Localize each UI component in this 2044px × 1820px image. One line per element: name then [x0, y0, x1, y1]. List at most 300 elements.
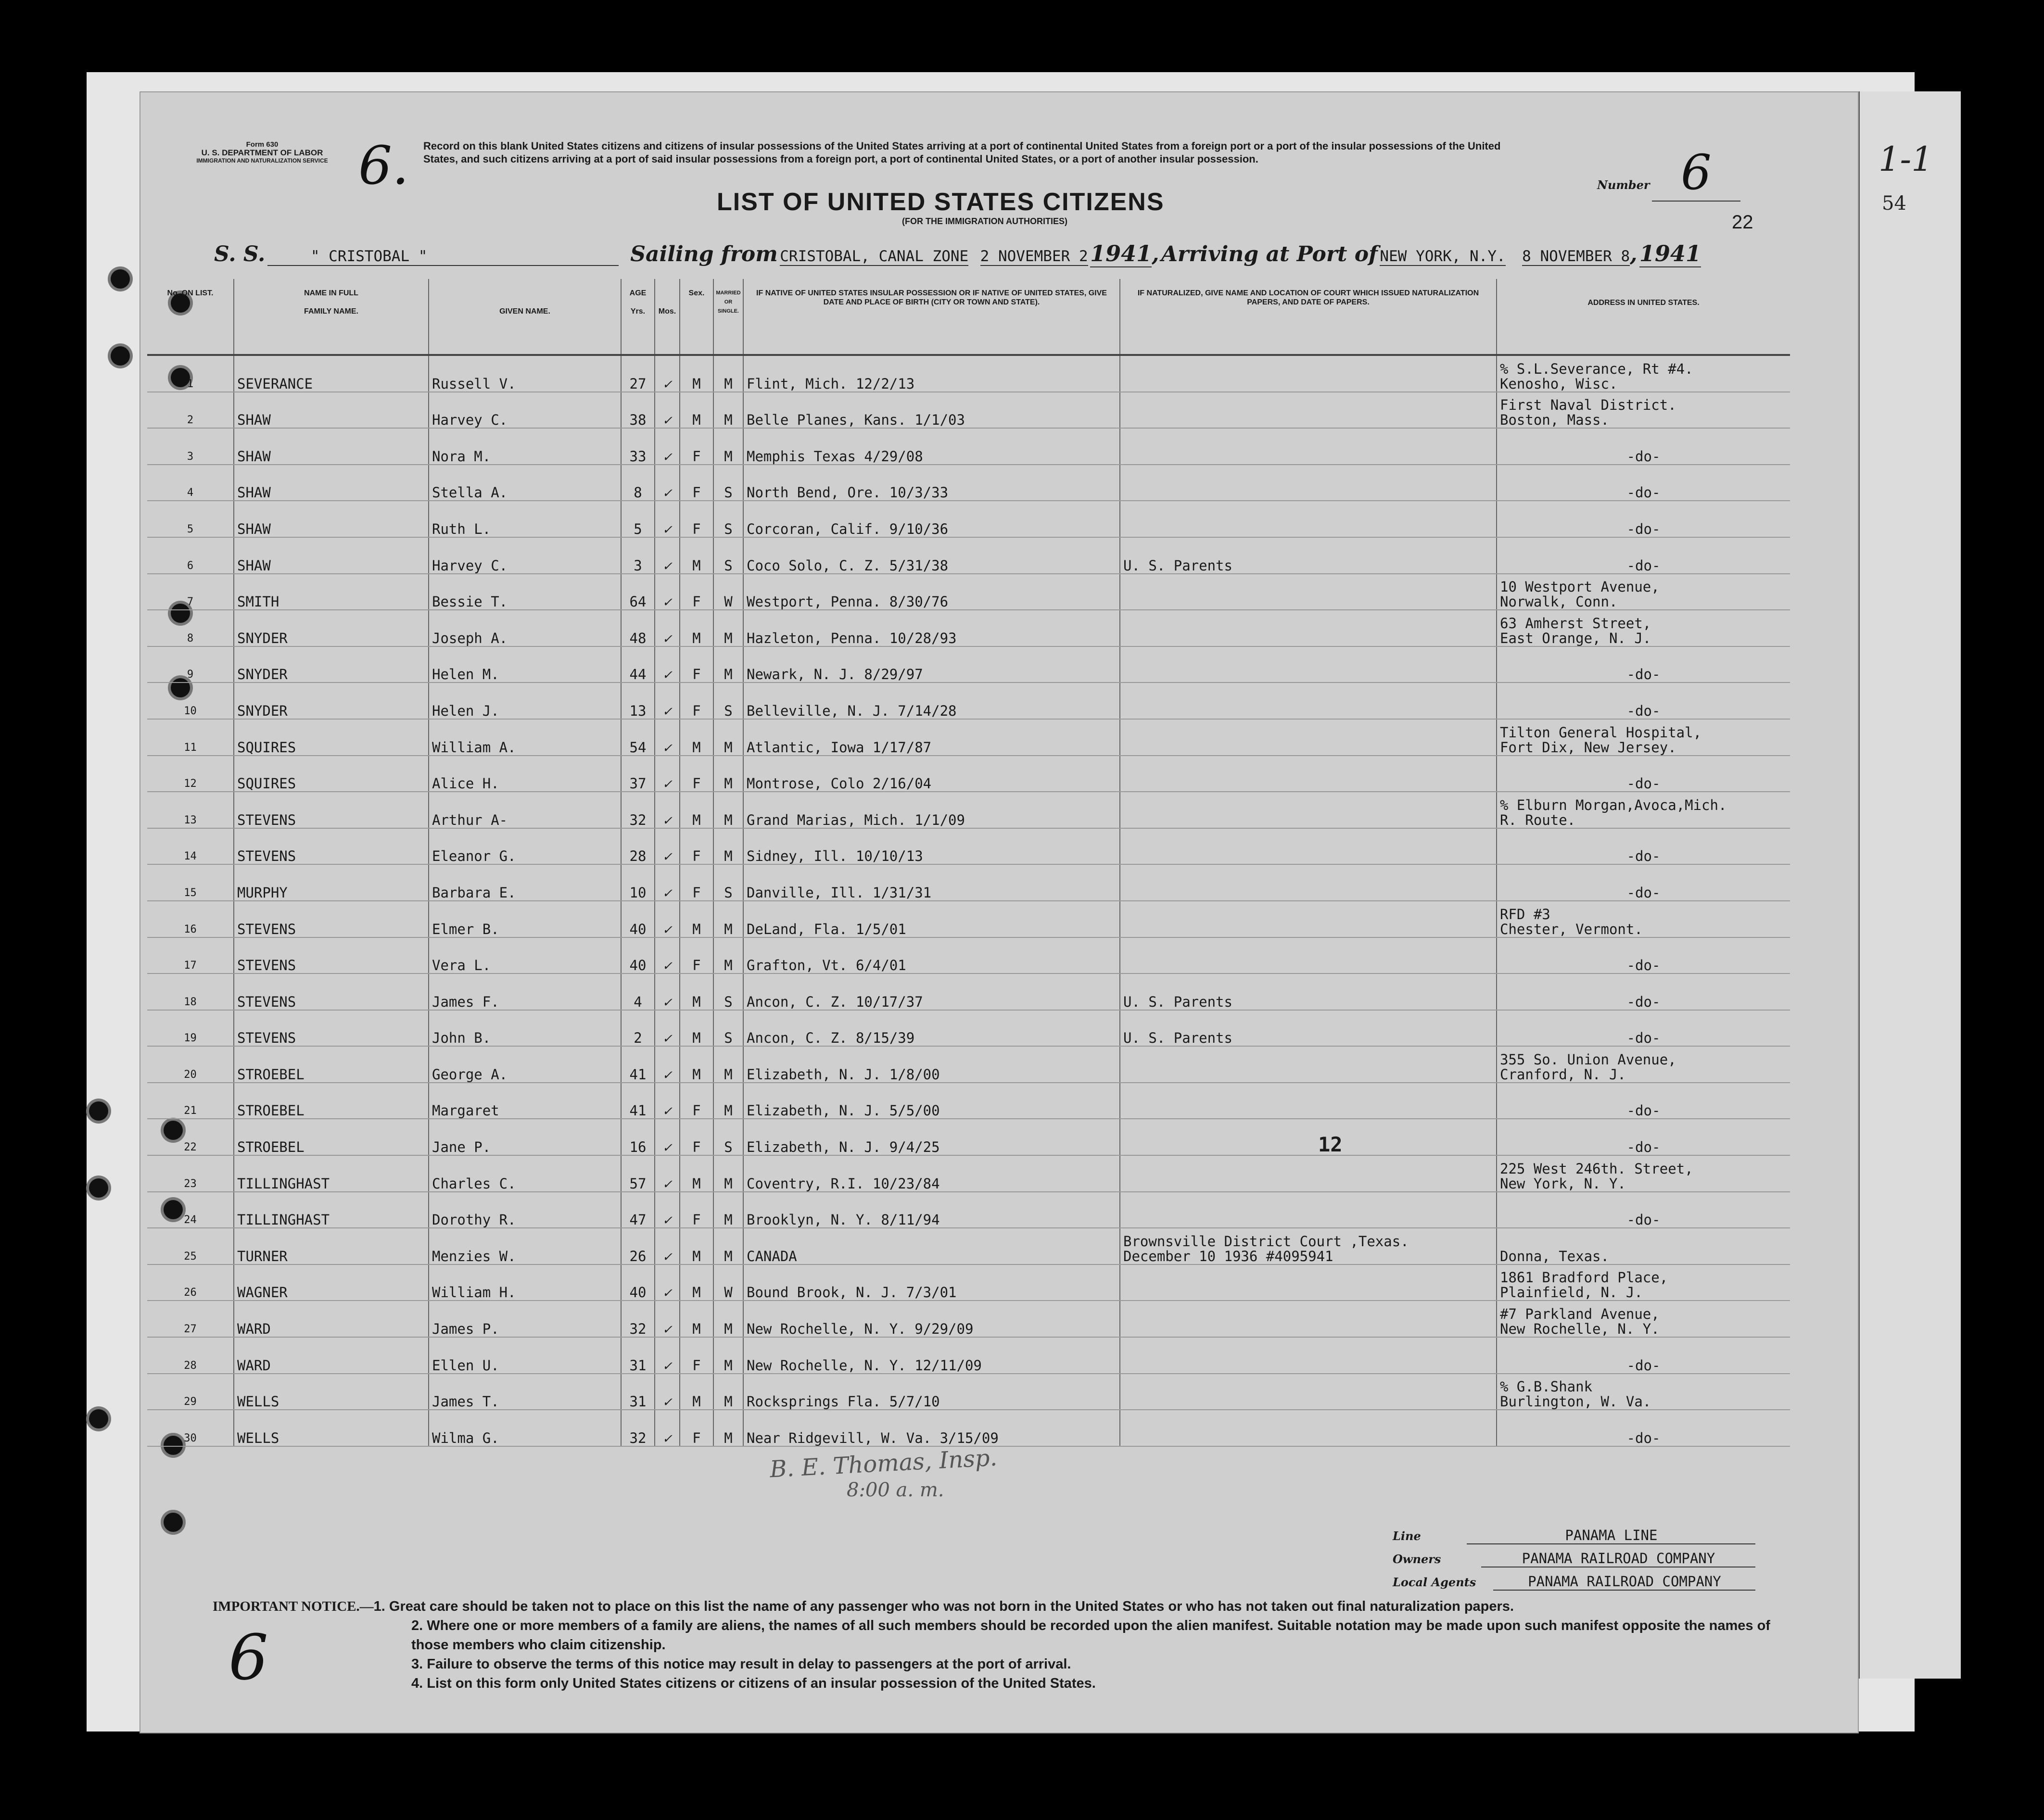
address-line-1: -do- — [1626, 484, 1661, 501]
address — [1497, 537, 1790, 574]
age-months: ✓ — [655, 1301, 680, 1337]
given-name: Russell V. — [429, 355, 621, 392]
table-row — [147, 610, 1790, 646]
age-months: ✓ — [655, 1083, 680, 1119]
naturalization-line-1: U. S. Parents — [1123, 1030, 1232, 1047]
marital-status: M — [713, 610, 743, 646]
naturalization — [1120, 355, 1497, 392]
table-row — [147, 864, 1790, 901]
address — [1497, 574, 1790, 610]
family-name: STROEBEL — [234, 1046, 429, 1083]
age-years: 16 — [621, 1119, 655, 1155]
naturalization — [1120, 1192, 1497, 1228]
row-number: 3 — [147, 428, 234, 465]
address — [1497, 1046, 1790, 1083]
address-line-1: -do- — [1626, 957, 1661, 974]
age-years: 10 — [621, 864, 655, 901]
age-years: 26 — [621, 1228, 655, 1264]
annotation-number: 12 — [1318, 1133, 1343, 1156]
address-line-2: New Rochelle, N. Y. — [1500, 1321, 1660, 1338]
naturalization — [1120, 574, 1497, 610]
given-name: Bessie T. — [429, 574, 621, 610]
row-number: 19 — [147, 1010, 234, 1047]
sailing-year: 1941 — [1090, 240, 1152, 266]
row-number: 20 — [147, 1046, 234, 1083]
agents-value: PANAMA RAILROAD COMPANY — [1493, 1573, 1755, 1591]
agents-field — [1393, 1573, 1755, 1591]
handwritten-list-number: 6. — [358, 135, 409, 196]
table-row — [147, 1410, 1790, 1446]
age-years: 27 — [621, 355, 655, 392]
family-name: STROEBEL — [234, 1083, 429, 1119]
table-row — [147, 1192, 1790, 1228]
address-line-1: Donna, Texas. — [1500, 1248, 1609, 1264]
row-number: 29 — [147, 1374, 234, 1410]
birth-place: Grafton, Vt. 6/4/01 — [743, 937, 1120, 974]
age-years: 38 — [621, 392, 655, 429]
given-name: Alice H. — [429, 756, 621, 792]
given-name: William H. — [429, 1264, 621, 1301]
owners-value: PANAMA RAILROAD COMPANY — [1481, 1550, 1755, 1567]
row-number: 27 — [147, 1301, 234, 1337]
table-row — [147, 719, 1790, 756]
row-number: 21 — [147, 1083, 234, 1119]
address — [1497, 1301, 1790, 1337]
family-name: SNYDER — [234, 646, 429, 683]
sex: F — [680, 1119, 713, 1155]
sex: F — [680, 864, 713, 901]
given-name: Margaret — [429, 1083, 621, 1119]
given-name: Nora M. — [429, 428, 621, 465]
age-years: 41 — [621, 1046, 655, 1083]
address — [1497, 864, 1790, 901]
marital-status: S — [713, 465, 743, 501]
row-number: 24 — [147, 1192, 234, 1228]
age-months: ✓ — [655, 756, 680, 792]
marital-status: M — [713, 355, 743, 392]
given-name: Charles C. — [429, 1155, 621, 1192]
marital-status: W — [713, 574, 743, 610]
birth-place: Newark, N. J. 8/29/97 — [743, 646, 1120, 683]
naturalization — [1120, 1410, 1497, 1446]
handwritten-bottom-number: 6 — [229, 1621, 268, 1694]
family-name: TURNER — [234, 1228, 429, 1264]
sex: M — [680, 1155, 713, 1192]
family-name: WARD — [234, 1301, 429, 1337]
address — [1497, 392, 1790, 429]
punch-hole — [89, 1101, 108, 1121]
age-months: ✓ — [655, 1228, 680, 1264]
family-name: SMITH — [234, 574, 429, 610]
address-line-1: % Elburn Morgan,Avoca,Mich. — [1500, 796, 1727, 813]
address-line-2: Chester, Vermont. — [1500, 921, 1643, 937]
naturalization — [1120, 610, 1497, 646]
age-months: ✓ — [655, 537, 680, 574]
table-row — [147, 828, 1790, 865]
marital-status: M — [713, 646, 743, 683]
address — [1497, 465, 1790, 501]
address — [1497, 756, 1790, 792]
ss-label: S. S. — [214, 242, 266, 266]
age-months: ✓ — [655, 610, 680, 646]
marital-status: S — [713, 1119, 743, 1155]
family-name: MURPHY — [234, 864, 429, 901]
table-row — [147, 1010, 1790, 1047]
marital-status: M — [713, 1155, 743, 1192]
arriving-label: Arriving at Port of — [1161, 242, 1378, 266]
sailing-label: Sailing from — [630, 242, 778, 266]
age-years: 37 — [621, 756, 655, 792]
address — [1497, 1410, 1790, 1446]
table-row — [147, 355, 1790, 392]
family-name: SHAW — [234, 392, 429, 429]
address-line-1: 63 Amherst Street, — [1500, 615, 1651, 632]
sailing-from: CRISTOBAL, CANAL ZONE — [780, 248, 969, 265]
birth-place: DeLand, Fla. 1/5/01 — [743, 901, 1120, 937]
table-row — [147, 428, 1790, 465]
given-name: Jane P. — [429, 1119, 621, 1155]
naturalization — [1120, 646, 1497, 683]
table-row — [147, 973, 1790, 1010]
given-name: Dorothy R. — [429, 1192, 621, 1228]
col-mos — [655, 279, 680, 355]
punch-hole — [164, 1513, 183, 1532]
naturalization — [1120, 501, 1497, 537]
punch-hole — [111, 269, 130, 289]
address — [1497, 1228, 1790, 1264]
given-name: George A. — [429, 1046, 621, 1083]
col-name-group: NAME IN FULL — [304, 289, 358, 297]
row-number: 6 — [147, 537, 234, 574]
age-years: 32 — [621, 792, 655, 828]
table-row — [147, 501, 1790, 537]
row-number: 14 — [147, 828, 234, 865]
col-given — [429, 279, 621, 355]
row-number: 25 — [147, 1228, 234, 1264]
address-line-2: Burlington, W. Va. — [1500, 1393, 1651, 1410]
birth-place: Coventry, R.I. 10/23/84 — [743, 1155, 1120, 1192]
birth-place: Ancon, C. Z. 8/15/39 — [743, 1010, 1120, 1047]
age-years: 40 — [621, 1264, 655, 1301]
table-row — [147, 792, 1790, 828]
naturalization-line-1: U. S. Parents — [1123, 557, 1232, 574]
table-row — [147, 1083, 1790, 1119]
given-name: John B. — [429, 1010, 621, 1047]
address — [1497, 937, 1790, 974]
col-yrs — [621, 279, 655, 355]
address — [1497, 682, 1790, 719]
age-years: 47 — [621, 1192, 655, 1228]
address — [1497, 428, 1790, 465]
address-line-1: % G.B.Shank — [1500, 1378, 1593, 1395]
inspector-time: 8:00 a. m. — [847, 1479, 944, 1501]
age-months: ✓ — [655, 1010, 680, 1047]
sex: F — [680, 1410, 713, 1446]
birth-place: New Rochelle, N. Y. 9/29/09 — [743, 1301, 1120, 1337]
birth-place: Ancon, C. Z. 10/17/37 — [743, 973, 1120, 1010]
row-number: 22 — [147, 1119, 234, 1155]
age-years: 40 — [621, 901, 655, 937]
family-name: SHAW — [234, 428, 429, 465]
naturalization-line-2: December 10 1936 #4095941 — [1123, 1248, 1333, 1264]
naturalization — [1120, 792, 1497, 828]
given-name: James F. — [429, 973, 621, 1010]
age-months: ✓ — [655, 828, 680, 865]
marital-status: M — [713, 937, 743, 974]
notice-4: 4. List on this form only United States citizens or citizens of an insular possession of the United States. — [411, 1676, 1096, 1691]
marital-status: M — [713, 1228, 743, 1264]
marital-status: M — [713, 1083, 743, 1119]
age-months: ✓ — [655, 355, 680, 392]
arriving-date: 8 NOVEMBER 8 — [1522, 248, 1630, 265]
marital-status: M — [713, 392, 743, 429]
sex: M — [680, 901, 713, 937]
address-line-2: R. Route. — [1500, 811, 1576, 828]
line-label: Line — [1393, 1529, 1421, 1543]
address-line-2: New York, N. Y. — [1500, 1175, 1626, 1192]
col-naturalized: IF NATURALIZED, GIVE NAME AND LOCATION OF COURT WHICH ISSUED NATURALIZATION PAPERS, AND DATE OF PAPERS. — [1120, 279, 1497, 355]
naturalization — [1120, 1228, 1497, 1264]
birth-place: Rocksprings Fla. 5/7/10 — [743, 1374, 1120, 1410]
naturalization — [1120, 537, 1497, 574]
sex: M — [680, 1301, 713, 1337]
birth-place: Grand Marias, Mich. 1/1/09 — [743, 792, 1120, 828]
naturalization — [1120, 937, 1497, 974]
arriving-port: NEW YORK, N.Y. — [1380, 248, 1506, 265]
address-line-2: Boston, Mass. — [1500, 412, 1609, 429]
page-title: LIST OF UNITED STATES CITIZENS — [717, 188, 1165, 216]
punch-hole — [89, 1409, 108, 1428]
form-info — [190, 140, 334, 165]
sex: F — [680, 501, 713, 537]
given-name: Harvey C. — [429, 392, 621, 429]
birth-place: Near Ridgevill, W. Va. 3/15/09 — [743, 1410, 1120, 1446]
owners-field — [1393, 1550, 1755, 1567]
given-name: William A. — [429, 719, 621, 756]
given-name: James P. — [429, 1301, 621, 1337]
form-number: Form 630 — [246, 140, 279, 149]
row-number: 16 — [147, 901, 234, 937]
punch-hole — [89, 1178, 108, 1198]
address-line-2: Cranford, N. J. — [1500, 1066, 1626, 1083]
sex: M — [680, 392, 713, 429]
address-line-1: -do- — [1626, 1030, 1661, 1047]
given-name: Stella A. — [429, 465, 621, 501]
age-years: 5 — [621, 501, 655, 537]
address-line-1: -do- — [1626, 448, 1661, 465]
address-line-2: Fort Dix, New Jersey. — [1500, 739, 1676, 756]
col-mos-label: Mos. — [658, 307, 676, 316]
birth-place: Elizabeth, N. J. 5/5/00 — [743, 1083, 1120, 1119]
age-months: ✓ — [655, 1264, 680, 1301]
age-months: ✓ — [655, 1119, 680, 1155]
birth-place: Westport, Penna. 8/30/76 — [743, 574, 1120, 610]
row-number: 5 — [147, 501, 234, 537]
col-sex: Sex. — [680, 279, 713, 355]
birth-place: Corcoran, Calif. 9/10/36 — [743, 501, 1120, 537]
address-line-1: 1861 Bradford Place, — [1500, 1269, 1668, 1286]
sex: F — [680, 646, 713, 683]
sex: M — [680, 1228, 713, 1264]
marital-status: M — [713, 1301, 743, 1337]
age-years: 57 — [621, 1155, 655, 1192]
intro-text: Record on this blank United States citizens and citizens of insular possessions of the United States arriving at a port of continental United States from a foreign port or a port of the insular possessions of the United States, and such citizens arriving at a port of said insular possessions from a foreign port, a port of continental United States, or a port of another insular possession. — [423, 140, 1501, 165]
address-line-1: -do- — [1626, 666, 1661, 683]
family-name: STEVENS — [234, 973, 429, 1010]
age-years: 44 — [621, 646, 655, 683]
sex: M — [680, 1374, 713, 1410]
address — [1497, 901, 1790, 937]
address-line-2: Norwalk, Conn. — [1500, 594, 1618, 610]
address — [1497, 610, 1790, 646]
marital-status: S — [713, 973, 743, 1010]
notice-2: 2. Where one or more members of a family are aliens, the names of all such members should be recorded upon the alien manifest. Suitable notation may be made upon such manifest opposite the names of those members who claim citizenship. — [411, 1618, 1770, 1653]
given-name: Arthur A- — [429, 792, 621, 828]
col-family — [234, 279, 429, 355]
age-months: ✓ — [655, 392, 680, 429]
table-row — [147, 937, 1790, 974]
address-line-1: -do- — [1626, 993, 1661, 1010]
marital-status: M — [713, 719, 743, 756]
age-years: 4 — [621, 973, 655, 1010]
sailing-date: 2 NOVEMBER 2 — [980, 248, 1088, 265]
row-number: 15 — [147, 864, 234, 901]
address-line-2: Plainfield, N. J. — [1500, 1284, 1643, 1301]
notice-title: IMPORTANT NOTICE.— — [213, 1599, 374, 1614]
table-row — [147, 1155, 1790, 1192]
address — [1497, 1010, 1790, 1047]
birth-place: Bound Brook, N. J. 7/3/01 — [743, 1264, 1120, 1301]
address-line-1: -do- — [1626, 1357, 1661, 1374]
table-row — [147, 901, 1790, 937]
family-name: STEVENS — [234, 937, 429, 974]
passenger-table — [147, 279, 1790, 1447]
age-years: 48 — [621, 610, 655, 646]
given-name: Helen M. — [429, 646, 621, 683]
row-number: 17 — [147, 937, 234, 974]
address-line-1: 355 So. Union Avenue, — [1500, 1051, 1676, 1068]
naturalization-line-1: Brownsville District Court ,Texas. — [1123, 1233, 1409, 1250]
sheet-page-number: 22 — [1732, 212, 1753, 233]
inspector-signature: B. E. Thomas, Insp. — [769, 1444, 998, 1483]
table-row — [147, 1228, 1790, 1264]
family-name: STEVENS — [234, 828, 429, 865]
table-row — [147, 756, 1790, 792]
address-line-1: -do- — [1626, 1429, 1661, 1446]
row-number: 4 — [147, 465, 234, 501]
family-name: WELLS — [234, 1410, 429, 1446]
age-months: ✓ — [655, 574, 680, 610]
age-months: ✓ — [655, 1192, 680, 1228]
birth-place: Belleville, N. J. 7/14/28 — [743, 682, 1120, 719]
table-row — [147, 1374, 1790, 1410]
address-line-1: -do- — [1626, 848, 1661, 865]
address-line-1: % S.L.Severance, Rt #4. — [1500, 360, 1693, 377]
birth-place: New Rochelle, N. Y. 12/11/09 — [743, 1337, 1120, 1374]
table-row — [147, 646, 1790, 683]
given-name: Wilma G. — [429, 1410, 621, 1446]
given-name: Vera L. — [429, 937, 621, 974]
marital-status: M — [713, 901, 743, 937]
notice-3: 3. Failure to observe the terms of this notice may result in delay to passengers at the port of arrival. — [411, 1656, 1071, 1672]
marital-status: M — [713, 1337, 743, 1374]
row-number: 10 — [147, 682, 234, 719]
notice-line-1 — [213, 1597, 1800, 1616]
sex: F — [680, 828, 713, 865]
sex: M — [680, 1046, 713, 1083]
age-years: 41 — [621, 1083, 655, 1119]
age-months: ✓ — [655, 1155, 680, 1192]
given-name: James T. — [429, 1374, 621, 1410]
address-line-2: Kenosho, Wisc. — [1500, 375, 1618, 392]
family-name: STEVENS — [234, 1010, 429, 1047]
given-name: Ellen U. — [429, 1337, 621, 1374]
address — [1497, 1083, 1790, 1119]
naturalization — [1120, 828, 1497, 865]
marital-status: M — [713, 1410, 743, 1446]
birth-place: Coco Solo, C. Z. 5/31/38 — [743, 537, 1120, 574]
table-row — [147, 1264, 1790, 1301]
birth-place: Atlantic, Iowa 1/17/87 — [743, 719, 1120, 756]
naturalization — [1120, 719, 1497, 756]
naturalization — [1120, 756, 1497, 792]
naturalization — [1120, 682, 1497, 719]
birth-place: Sidney, Ill. 10/10/13 — [743, 828, 1120, 865]
marital-status: M — [713, 756, 743, 792]
agents-label: Local Agents — [1393, 1575, 1476, 1589]
naturalization — [1120, 428, 1497, 465]
family-name: TILLINGHAST — [234, 1192, 429, 1228]
marital-status: M — [713, 1046, 743, 1083]
age-years: 64 — [621, 574, 655, 610]
age-months: ✓ — [655, 719, 680, 756]
given-name: Elmer B. — [429, 901, 621, 937]
family-name: STROEBEL — [234, 1119, 429, 1155]
naturalization — [1120, 901, 1497, 937]
table-row — [147, 1337, 1790, 1374]
naturalization — [1120, 465, 1497, 501]
age-years: 3 — [621, 537, 655, 574]
side-page-number: 54 — [1882, 192, 1906, 215]
marital-status: M — [713, 1192, 743, 1228]
row-number: 23 — [147, 1155, 234, 1192]
given-name: Harvey C. — [429, 537, 621, 574]
naturalization — [1120, 1010, 1497, 1047]
marital-status: M — [713, 792, 743, 828]
family-name: WARD — [234, 1337, 429, 1374]
col-age-group: AGE — [629, 289, 647, 297]
birth-place: Hazleton, Penna. 10/28/93 — [743, 610, 1120, 646]
table-header-row — [147, 279, 1790, 355]
marital-status: W — [713, 1264, 743, 1301]
age-years: 31 — [621, 1337, 655, 1374]
col-family-label: FAMILY NAME. — [304, 307, 358, 316]
birth-place: Flint, Mich. 12/2/13 — [743, 355, 1120, 392]
family-name: SHAW — [234, 537, 429, 574]
age-years: 40 — [621, 937, 655, 974]
address-line-1: -do- — [1626, 1102, 1661, 1119]
row-number: 7 — [147, 574, 234, 610]
age-years: 32 — [621, 1301, 655, 1337]
row-number: 12 — [147, 756, 234, 792]
sex: M — [680, 1264, 713, 1301]
age-months: ✓ — [655, 1046, 680, 1083]
family-name: STEVENS — [234, 792, 429, 828]
address-line-1: #7 Parkland Avenue, — [1500, 1306, 1660, 1323]
line-value: PANAMA LINE — [1467, 1527, 1755, 1544]
col-given-label: GIVEN NAME. — [499, 307, 550, 316]
marital-status: S — [713, 682, 743, 719]
